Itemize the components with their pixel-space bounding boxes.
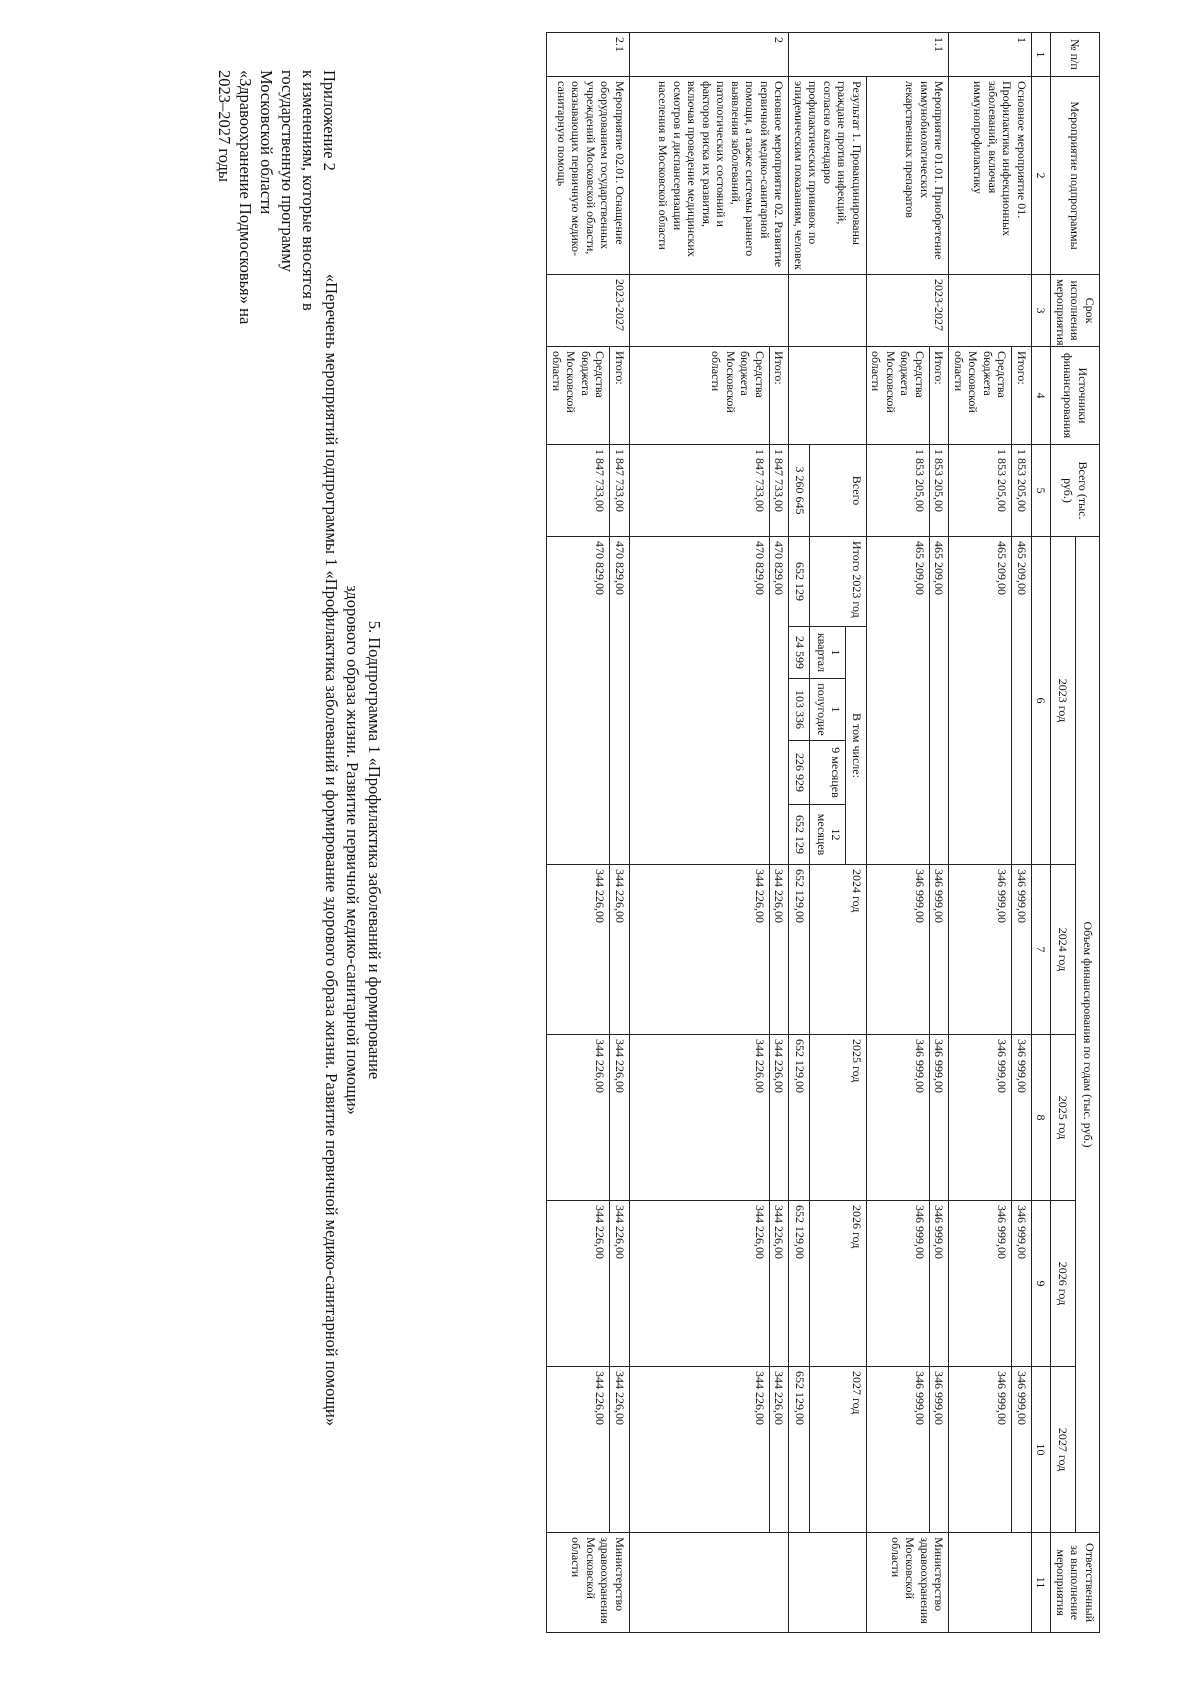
- row-2024: 346 999,00: [949, 865, 1012, 1035]
- row-2023: 465 209,00: [949, 537, 1012, 865]
- header-2025: 2025 год: [1051, 1035, 1075, 1201]
- row-responsible: Министерство здравоохранения Московской области: [867, 1533, 950, 1633]
- table-header-row: [1075, 33, 1099, 1633]
- row-2024: 344 226,00: [770, 865, 790, 1035]
- result-2023-value: 652 129: [789, 537, 810, 627]
- row-event: Основное мероприятие 02. Развитие первичной медико-санитарной помощи, а также системы раннего выявления заболеваний, патологических состояний и факторов риска их развития, включая проведение медицинских осмотров и диспансеризации населения в Московской области: [630, 77, 790, 275]
- row-2023: 465 209,00: [930, 537, 950, 865]
- result-total-value: 3 260 645: [789, 445, 810, 537]
- header-total: Всего (тыс. руб.): [1051, 445, 1100, 537]
- row-2026: 346 999,00: [1012, 1201, 1032, 1367]
- row-2023: 465 209,00: [867, 537, 930, 865]
- appendix-line: 2023–2027 годы: [215, 70, 234, 182]
- row-2024: 346 999,00: [867, 865, 930, 1035]
- list-title: «Перечень мероприятий подпрограммы 1 «Профилактика заболеваний и формирование здорового образа жизни. Развитие первичной медико-санитарной помощи»: [322, 273, 341, 1427]
- header-2023: 2023 год: [1051, 537, 1075, 865]
- row-event: Мероприятие 02.01. Оснащение оборудованием государственных учреждений Московской области, оказывающих первичную медико-санитарную помощь: [547, 77, 630, 275]
- row-responsible: Министерство здравоохранения Московской области: [547, 1533, 630, 1633]
- row-2023: 470 829,00: [630, 537, 770, 865]
- row-responsible: [949, 1533, 1032, 1633]
- row-2026: 346 999,00: [867, 1201, 930, 1367]
- row-2023: 470 829,00: [770, 537, 790, 865]
- header-num: № п/п: [1051, 33, 1100, 77]
- col-number: 11: [1032, 1533, 1052, 1633]
- row-2027: 346 999,00: [930, 1367, 950, 1533]
- row-responsible: [630, 1533, 790, 1633]
- row-total: 1 853 205,00: [930, 445, 950, 537]
- row-itogo: Итого:: [610, 347, 630, 445]
- row-term: 2023-2027: [867, 275, 950, 347]
- row-num: 1.1: [789, 33, 949, 77]
- result-source: [789, 347, 867, 445]
- result-12m-value: 652 129: [789, 805, 810, 865]
- row-2024: 346 999,00: [930, 865, 950, 1035]
- column-number-row: [1032, 33, 1052, 1633]
- col-number: 4: [1032, 347, 1052, 445]
- document-titles: [285, 80, 385, 1620]
- row-total: 1 853 205,00: [867, 445, 930, 537]
- row-2025: 344 226,00: [547, 1035, 610, 1201]
- result-12m-label: 12 месяцев: [810, 805, 846, 865]
- table-row: [1012, 33, 1032, 1633]
- result-2024-label: 2024 год: [810, 865, 867, 1035]
- row-event: Основное мероприятие 01. Профилактика инфекционных заболеваний, включая иммунопрофилактику: [949, 77, 1032, 275]
- subprogram-title: 5. Подпрограмма 1 «Профилактика заболеваний и формирование: [365, 620, 384, 1080]
- row-source: Средства бюджета Московской области: [630, 347, 770, 445]
- header-term: Срок исполнения мероприятия: [1051, 275, 1100, 347]
- row-total: 1 847 733,00: [630, 445, 770, 537]
- col-number: 3: [1032, 275, 1052, 347]
- result-2026-label: 2026 год: [810, 1201, 867, 1367]
- row-2024: 344 226,00: [630, 865, 770, 1035]
- result-9m-value: 226 929: [789, 741, 810, 805]
- row-event: Мероприятие 01.01. Приобретение иммунобиологических лекарственных препаратов: [867, 77, 950, 275]
- header-2024: 2024 год: [1051, 865, 1075, 1035]
- row-num: 2.1: [547, 33, 630, 77]
- result-h1-value: 103 336: [789, 679, 810, 741]
- appendix-line: к изменениям, которые вносятся в: [299, 70, 318, 311]
- subprogram-title-cont: здорового образа жизни. Развитие первичной медико-санитарной помощи»: [343, 585, 363, 1115]
- result-h1-label: 1 полугодие: [810, 679, 846, 741]
- row-2026: 344 226,00: [630, 1201, 770, 1367]
- row-source: Средства бюджета Московской области: [867, 347, 930, 445]
- col-number: 5: [1032, 445, 1052, 537]
- row-2026: 344 226,00: [770, 1201, 790, 1367]
- col-number: 10: [1032, 1367, 1052, 1533]
- row-source: Средства бюджета Московской области: [547, 347, 610, 445]
- result-2024-value: 652 129,00: [789, 865, 810, 1035]
- result-2026-value: 652 129,00: [789, 1201, 810, 1367]
- result-2025-value: 652 129,00: [789, 1035, 810, 1201]
- table-row: [930, 33, 950, 1633]
- row-2027: 344 226,00: [630, 1367, 770, 1533]
- result-row: [846, 33, 867, 1633]
- row-2024: 344 226,00: [610, 865, 630, 1035]
- result-itogo-2023-label: Итого 2023 год: [810, 537, 867, 627]
- header-source: Источники финансирования: [1051, 347, 1100, 445]
- row-2025: 346 999,00: [867, 1035, 930, 1201]
- header-2026: 2026 год: [1051, 1201, 1075, 1367]
- row-itogo: Итого:: [930, 347, 950, 445]
- appendix-line: Московской области: [257, 70, 276, 215]
- row-2025: 344 226,00: [630, 1035, 770, 1201]
- header-event: Мероприятие подпрограммы: [1051, 77, 1100, 275]
- row-2026: 344 226,00: [547, 1201, 610, 1367]
- row-total: 1 847 733,00: [547, 445, 610, 537]
- col-number: 1: [1032, 33, 1052, 77]
- row-2025: 346 999,00: [949, 1035, 1012, 1201]
- row-2027: 344 226,00: [610, 1367, 630, 1533]
- row-2026: 344 226,00: [610, 1201, 630, 1367]
- header-2027: 2027 год: [1051, 1367, 1075, 1533]
- row-total: 1 847 733,00: [770, 445, 790, 537]
- row-2026: 346 999,00: [930, 1201, 950, 1367]
- row-source: Средства бюджета Московской области: [949, 347, 1012, 445]
- appendix-line: государственную программу: [278, 70, 297, 273]
- row-itogo: Итого:: [1012, 347, 1032, 445]
- result-text: Результат 1. Провакцинированы граждане против инфекций, согласно календарю профилактических прививок по эпидемическим показаниям, человек: [789, 77, 867, 275]
- row-num: 1: [949, 33, 1032, 77]
- appendix-line: «Здравоохранение Подмосковья» на: [236, 70, 255, 325]
- col-number: 7: [1032, 865, 1052, 1035]
- row-2027: 344 226,00: [547, 1367, 610, 1533]
- events-table: [547, 32, 1101, 1633]
- result-9m-label: 9 месяцев: [810, 741, 846, 805]
- result-2025-label: 2025 год: [810, 1035, 867, 1201]
- col-number: 8: [1032, 1035, 1052, 1201]
- result-q1-label: 1 квартал: [810, 627, 846, 679]
- row-2025: 344 226,00: [770, 1035, 790, 1201]
- table-row: [770, 33, 790, 1633]
- col-number: 6: [1032, 537, 1052, 865]
- appendix-line: Приложение 2: [320, 70, 339, 171]
- header-responsible: Ответственный за выполнение мероприятия: [1051, 1533, 1100, 1633]
- result-term: [789, 275, 867, 347]
- row-2025: 344 226,00: [610, 1035, 630, 1201]
- events-table-wrap: [385, 32, 1100, 1632]
- row-total: 1 847 733,00: [610, 445, 630, 537]
- table-row: [610, 33, 630, 1633]
- result-responsible: [789, 1533, 867, 1633]
- col-number: 2: [1032, 77, 1052, 275]
- col-number: 9: [1032, 1201, 1052, 1367]
- result-incl-label: В том числе:: [846, 627, 867, 865]
- row-term: [630, 275, 790, 347]
- row-2024: 346 999,00: [1012, 865, 1032, 1035]
- row-2025: 346 999,00: [930, 1035, 950, 1201]
- row-2023: 470 829,00: [547, 537, 610, 865]
- result-q1-value: 24 599: [789, 627, 810, 679]
- row-term: 2023-2027: [547, 275, 630, 347]
- row-2027: 346 999,00: [1012, 1367, 1032, 1533]
- row-total: 1 853 205,00: [1012, 445, 1032, 537]
- result-total-label: Всего: [810, 445, 867, 537]
- row-2027: 346 999,00: [949, 1367, 1012, 1533]
- row-itogo: Итого:: [770, 347, 790, 445]
- row-total: 1 853 205,00: [949, 445, 1012, 537]
- result-2027-label: 2027 год: [810, 1367, 867, 1533]
- result-2027-value: 652 129,00: [789, 1367, 810, 1533]
- row-2024: 344 226,00: [547, 865, 610, 1035]
- row-term: [949, 275, 1032, 347]
- row-2023: 465 209,00: [1012, 537, 1032, 865]
- row-num: 2: [630, 33, 790, 77]
- header-volume: Объем финансирования по годам (тыс. руб.): [1075, 537, 1099, 1533]
- row-2026: 346 999,00: [949, 1201, 1012, 1367]
- row-2025: 346 999,00: [1012, 1035, 1032, 1201]
- row-2027: 344 226,00: [770, 1367, 790, 1533]
- row-2023: 470 829,00: [610, 537, 630, 865]
- row-2027: 346 999,00: [867, 1367, 930, 1533]
